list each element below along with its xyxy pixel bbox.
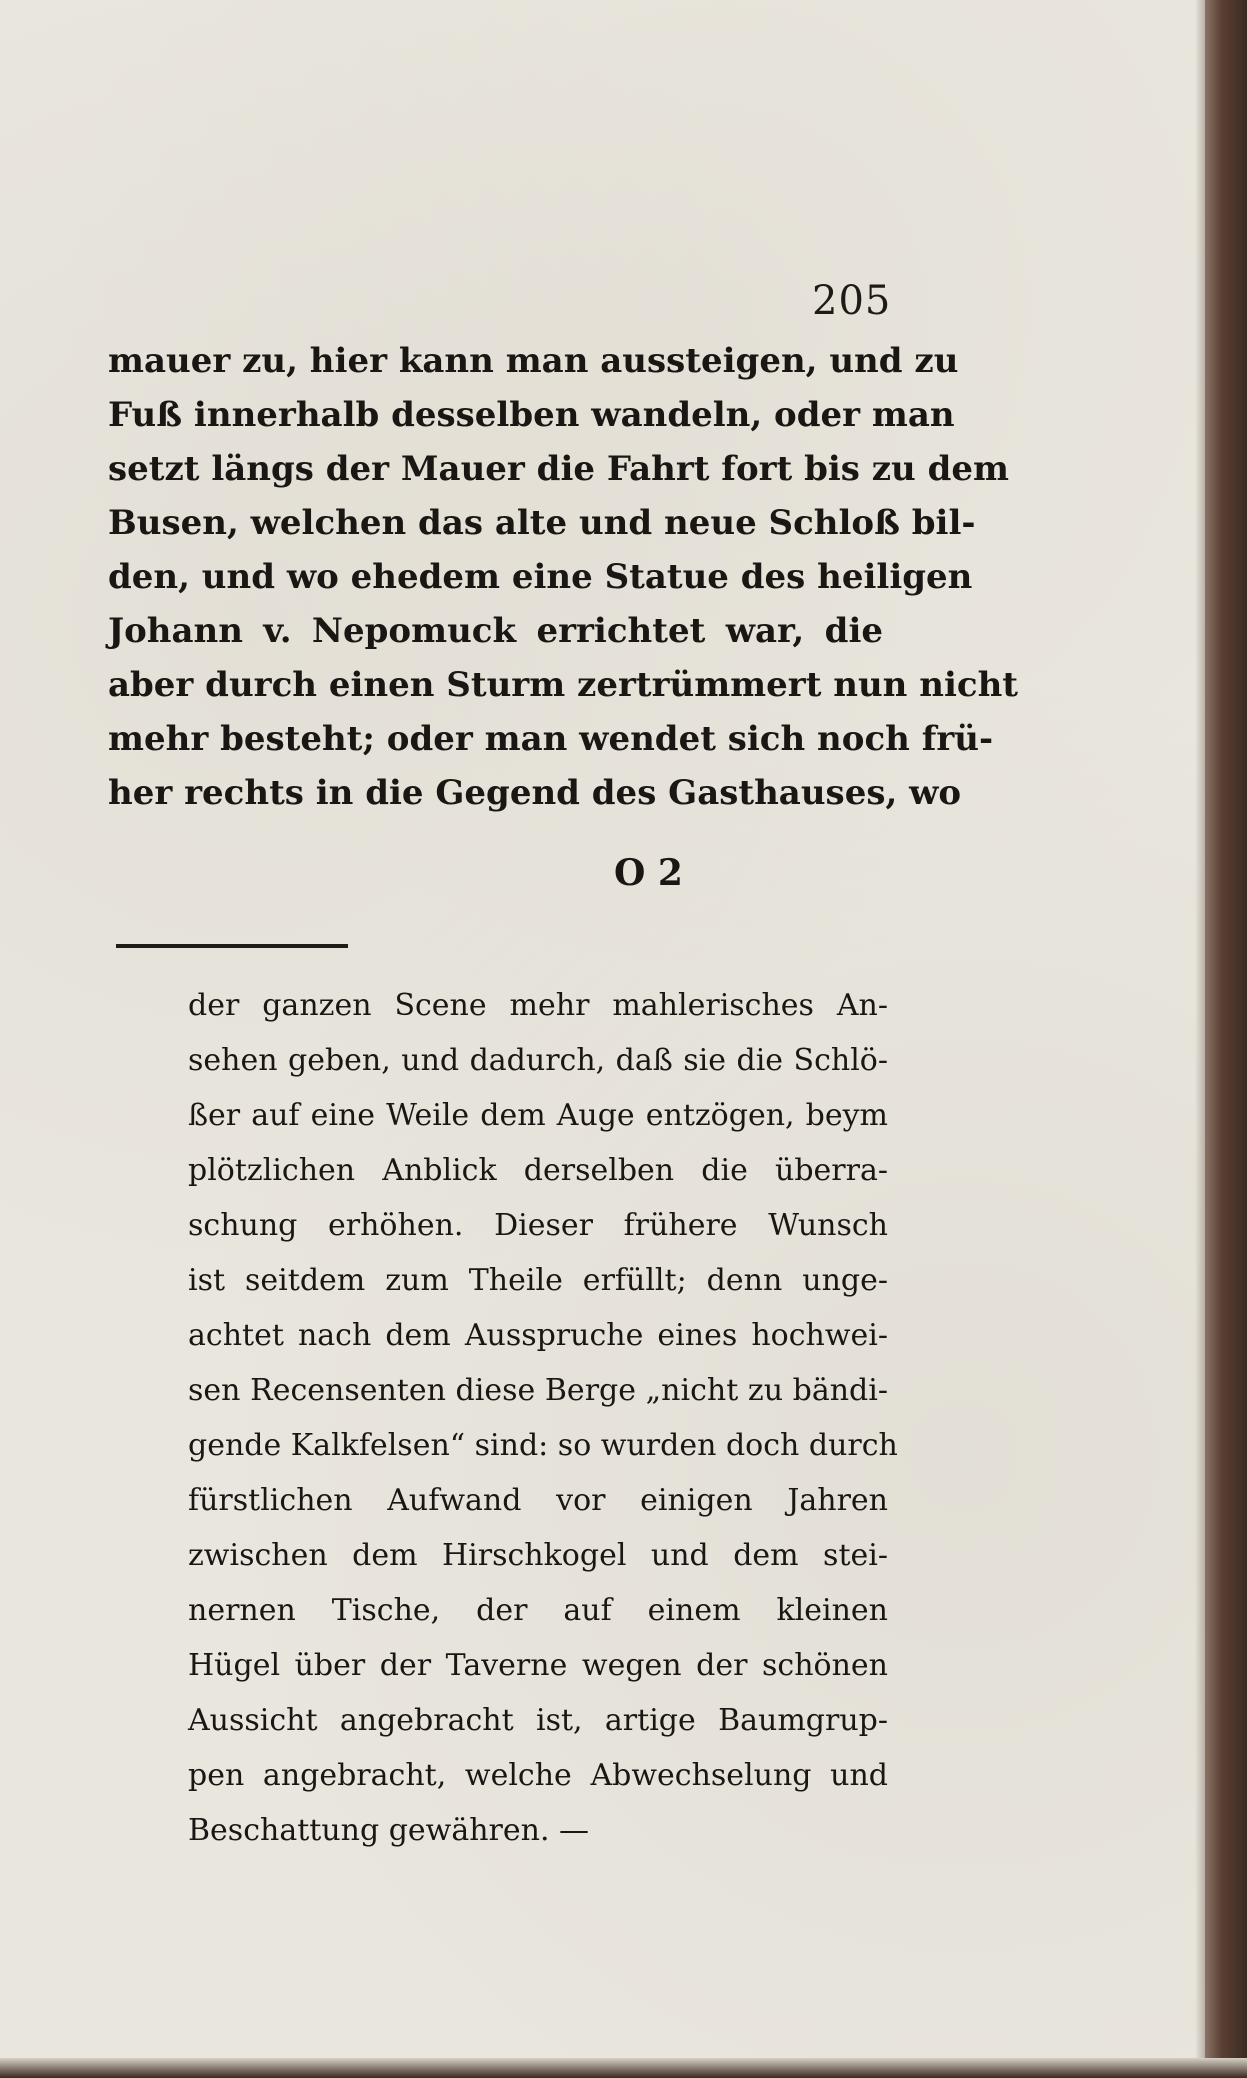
footnote-line: ist seitdem zum Theile erfüllt; denn unge-	[188, 1263, 888, 1298]
main-text-line: her rechts in die Gegend des Gasthauses, wo	[108, 773, 962, 813]
footnote-line: plötzlichen Anblick derselben die überra-	[188, 1153, 888, 1188]
footnote-line: Beschattung gewähren. —	[188, 1813, 590, 1848]
footnote-line: achtet nach dem Ausspruche eines hochwei-	[188, 1318, 888, 1353]
main-text-line: setzt längs der Mauer die Fahrt fort bis zu dem	[108, 449, 1009, 489]
main-text-line: mauer zu, hier kann man aussteigen, und zu	[108, 341, 959, 381]
book-cover-edge	[1205, 0, 1247, 2078]
footnote-line: fürstlichen Aufwand vor einigen Jahren	[188, 1483, 888, 1518]
footnote-line: Hügel über der Taverne wegen der schönen	[188, 1648, 888, 1683]
main-text-line: aber durch einen Sturm zertrümmert nun nicht	[108, 665, 1018, 705]
footnote-line: nernen Tische, der auf einem kleinen	[188, 1593, 888, 1628]
footnote-line: der ganzen Scene mehr mahlerisches An-	[188, 988, 888, 1023]
main-text-line: Johann v. Nepomuck errichtet war, die	[108, 611, 883, 651]
main-text-block	[108, 334, 1018, 820]
footnote-line: zwischen dem Hirschkogel und dem stei-	[188, 1538, 888, 1573]
footnote-line: sehen geben, und dadurch, daß sie die Schlö-	[188, 1043, 888, 1078]
footnote-line: Aussicht angebracht ist, artige Baumgrup-	[188, 1703, 888, 1738]
footnote-line: pen angebracht, welche Abwechselung und	[188, 1758, 888, 1793]
bottom-edge	[0, 2058, 1247, 2078]
main-text-line: den, und wo ehedem eine Statue des heiligen	[108, 557, 973, 597]
main-text-line: mehr besteht; oder man wendet sich noch frü-	[108, 719, 994, 759]
footnote-line: schung erhöhen. Dieser frühere Wunsch	[188, 1208, 888, 1243]
page-number: 205	[812, 278, 892, 324]
footnote-line: sen Recensenten diese Berge „nicht zu bändi-	[188, 1373, 888, 1408]
main-text-line: Fuß innerhalb desselben wandeln, oder man	[108, 395, 955, 435]
footnote-block	[188, 978, 898, 1858]
printer-signature: O 2	[614, 852, 683, 894]
footnote-line: gende Kalkfelsen“ sind: so wurden doch durch	[188, 1428, 898, 1463]
footnote-divider	[116, 944, 348, 948]
main-text-line: Busen, welchen das alte und neue Schloß bil-	[108, 503, 976, 543]
footnote-line: ßer auf eine Weile dem Auge entzögen, beym	[188, 1098, 888, 1133]
